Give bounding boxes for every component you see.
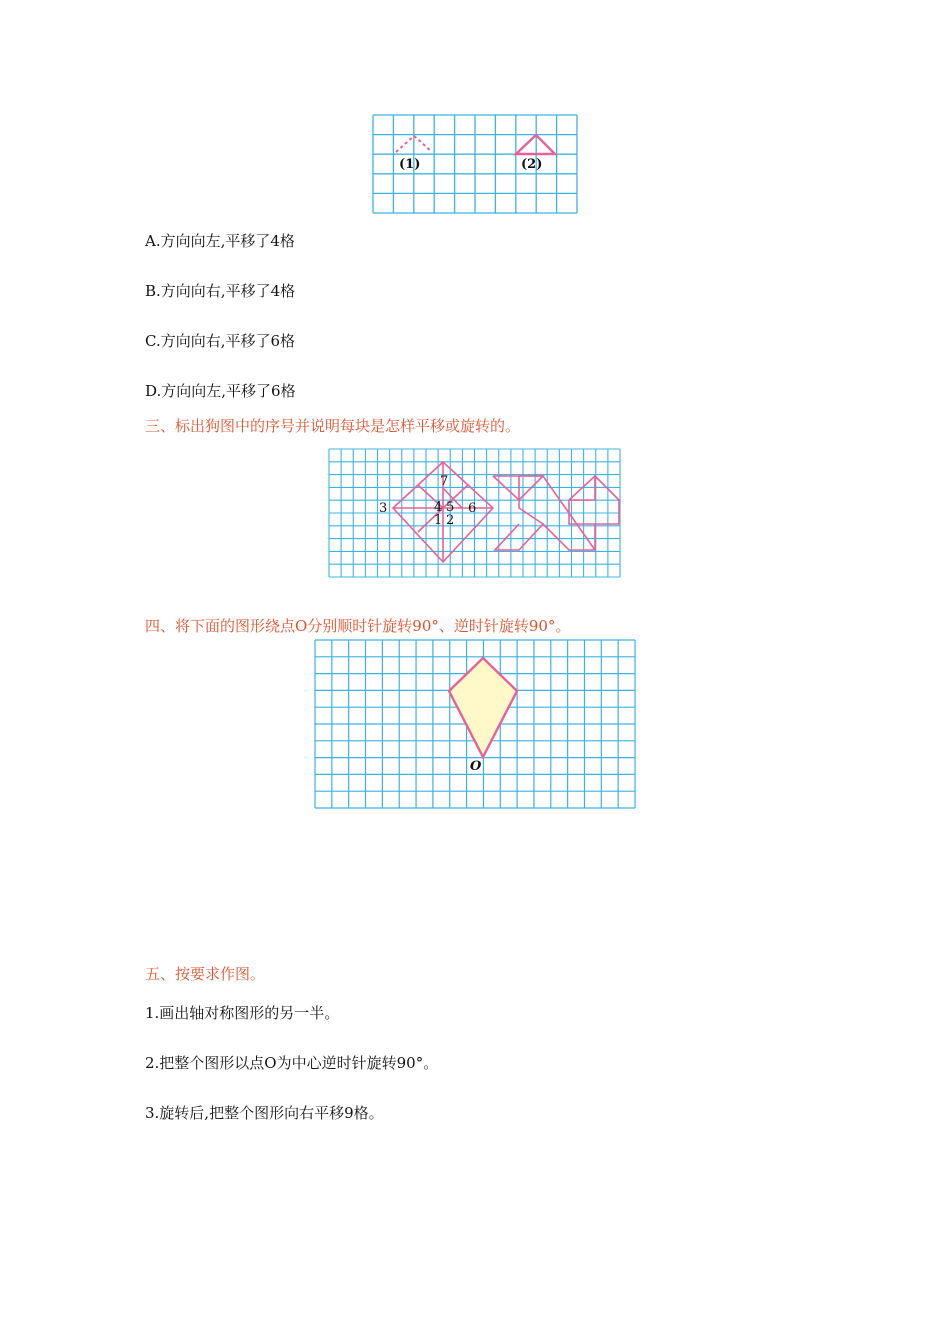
option-b[interactable] xyxy=(145,281,295,301)
piece-number-1: 1 xyxy=(434,513,443,528)
piece-number-7: 7 xyxy=(440,474,449,489)
tangram-grid-figure xyxy=(329,449,621,578)
piece-number-3: 3 xyxy=(379,501,388,516)
point-o-label: O xyxy=(470,759,482,774)
option-letter: B. xyxy=(145,282,161,300)
piece-number-5: 5 xyxy=(446,500,455,515)
option-letter: D. xyxy=(145,382,162,400)
instruction-1: 1.画出轴对称图形的另一半。 xyxy=(145,1004,340,1022)
option-text: 方向向左,平移了6格 xyxy=(161,382,296,400)
option-text: 方向向右,平移了4格 xyxy=(160,282,296,300)
section-3-heading: 三、标出狗图中的序号并说明每块是怎样平移或旋转的。 xyxy=(145,417,521,435)
option-letter: A. xyxy=(145,232,161,250)
section-5-heading: 五、按要求作图。 xyxy=(145,965,266,983)
piece-number-6: 6 xyxy=(468,501,477,516)
instruction-2: 2.把整个图形以点O为中心逆时针旋转90°。 xyxy=(145,1054,439,1072)
kite-shape xyxy=(449,658,517,757)
option-text: 方向向左,平移了4格 xyxy=(160,232,295,250)
figure-label-2: (2) xyxy=(521,157,543,172)
piece-number-2: 2 xyxy=(446,513,455,528)
option-text: 方向向右,平移了6格 xyxy=(160,332,296,350)
figure-label-1: (1) xyxy=(399,157,421,172)
section-4-heading: 四、将下面的图形绕点O分别顺时针旋转90°、逆时针旋转90°。 xyxy=(145,617,571,635)
rotation-grid-figure xyxy=(315,640,636,810)
option-d[interactable] xyxy=(145,381,296,401)
option-a[interactable] xyxy=(145,231,295,251)
instruction-3: 3.旋转后,把整个图形向右平移9格。 xyxy=(145,1104,384,1122)
option-c[interactable] xyxy=(145,331,295,351)
option-letter: C. xyxy=(145,332,161,350)
translation-grid-figure xyxy=(373,115,578,215)
triangle-2 xyxy=(516,135,555,154)
piece-number-4: 4 xyxy=(434,500,443,515)
